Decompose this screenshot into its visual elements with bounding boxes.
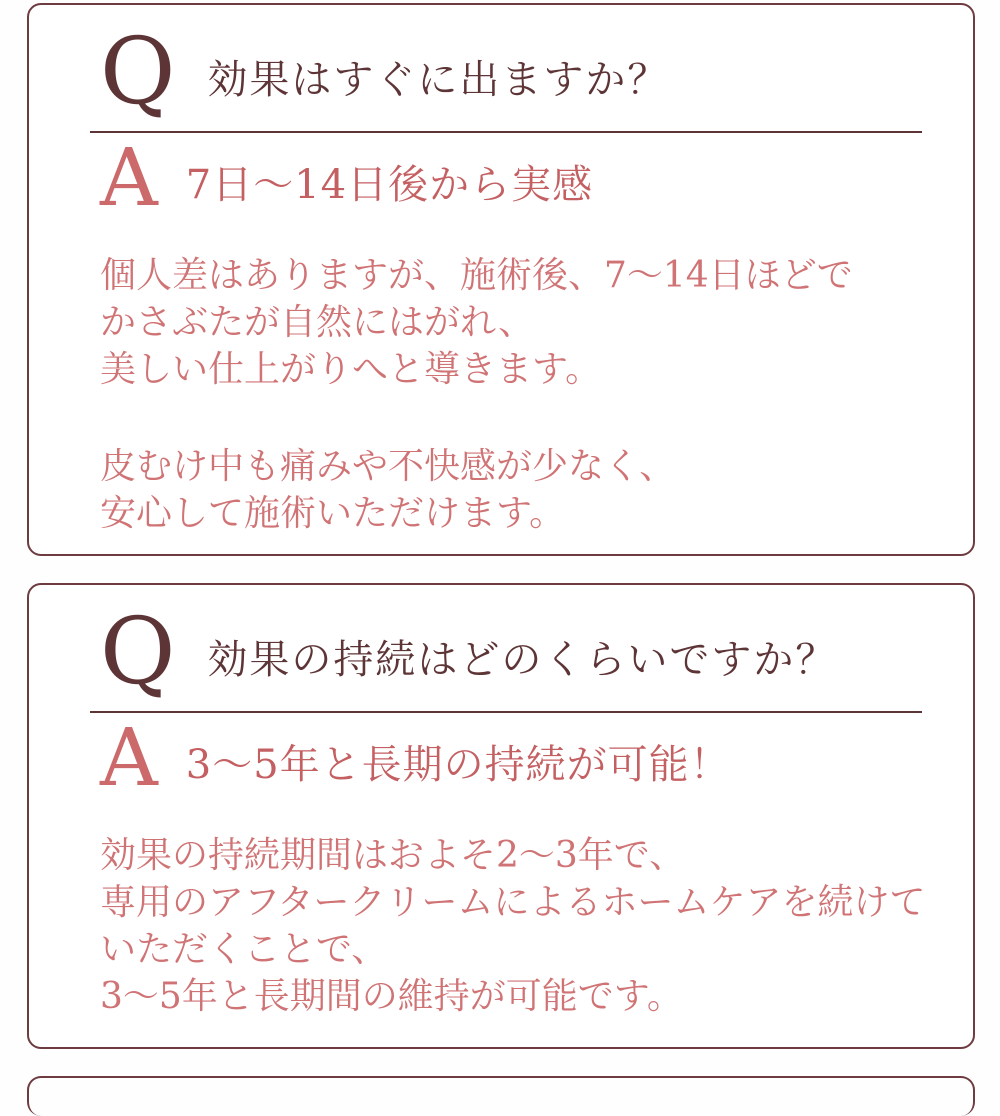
question-row [100, 18, 943, 125]
answer-body-line: 専用のアフタークリームによるホームケアを続けて [100, 882, 926, 923]
answer-body [100, 832, 943, 1020]
question-divider [90, 711, 922, 713]
answer-paragraph [100, 252, 943, 393]
answer-body-line: 3〜5年と長期間の維持が可能です。 [100, 976, 683, 1017]
answer-body-line: 美しい仕上がりへと導きます。 [100, 349, 602, 390]
answer-row [100, 131, 943, 224]
question-text: 効果の持続はどのくらいですか？ [207, 636, 838, 683]
answer-paragraph [100, 443, 943, 537]
q-label: Q [100, 18, 176, 125]
faq-card-1 [27, 3, 975, 556]
question-divider [90, 131, 922, 133]
question-text: 効果はすぐに出ますか？ [207, 56, 670, 103]
next-faq-card-top-border [27, 1076, 975, 1116]
question-row [100, 598, 943, 705]
answer-body-line: 効果の持続期間はおよそ2〜3年で、 [100, 835, 686, 876]
answer-body-line: かさぶたが自然にはがれ、 [100, 302, 535, 343]
answer-body-line: 皮むけ中も痛みや不快感が少なく、 [100, 446, 676, 487]
faq-card-2 [27, 583, 975, 1049]
a-label: A [100, 131, 158, 224]
answer-body [100, 252, 943, 537]
a-label: A [100, 711, 158, 804]
answer-body-line: 個人差はありますが、施術後、7〜14日ほどで [100, 255, 853, 296]
answer-headline: 7日〜14日後から実感 [185, 161, 594, 208]
answer-row [100, 711, 943, 804]
answer-paragraph [100, 832, 943, 1020]
answer-body-line: 安心して施術いただけます。 [100, 493, 566, 534]
answer-headline: 3〜5年と長期の持続が可能！ [185, 741, 731, 788]
answer-body-line: いただくことで、 [100, 929, 388, 970]
q-label: Q [100, 598, 176, 705]
